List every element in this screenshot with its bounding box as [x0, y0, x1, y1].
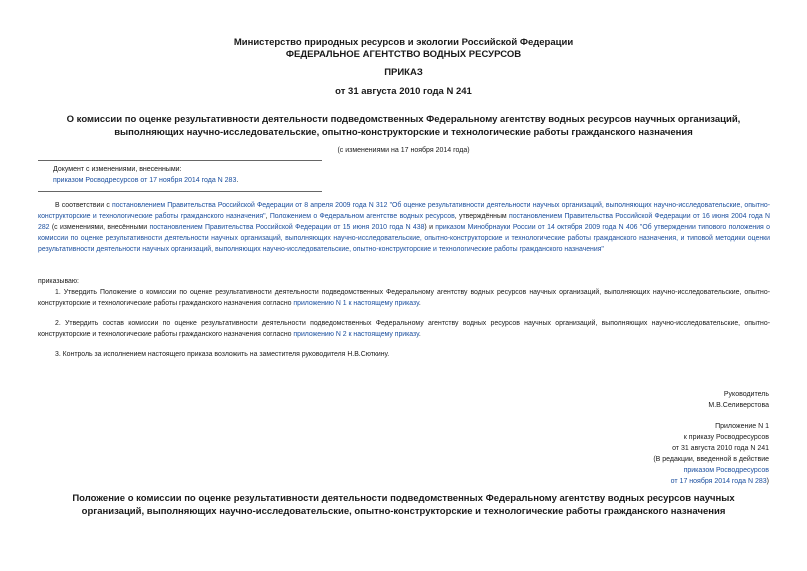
signature-block [708, 389, 769, 411]
link-polozhenie-agency[interactable]: Положением о Федеральном агентстве водных ресурсов [269, 213, 455, 220]
appendix-ref: к приказу Росводресурсов [683, 434, 769, 441]
document-type: ПРИКАЗ [384, 67, 423, 78]
order-item-2: 2. Утвердить состав комиссии по оценке результативности деятельности подведомственных Федеральному агентству водных ресурсов научных организаций, выполняющих научно-исследовательские, опытно-конструкторские и технологические работы гражданского назначения согласно приложению N 2 к настоящему приказу. [38, 320, 770, 338]
appendix-header: Приложение N 1 к приказу Росводресурсов от 31 августа 2010 года N 241 (В редакции, введенной в действие приказом Росводресурсов от 17 ноября 2014 года N 283) [653, 423, 769, 485]
signature-role: Руководитель [723, 391, 769, 398]
appendix-link-line1[interactable]: приказом Росводресурсов [683, 467, 769, 474]
link-appendix-2[interactable]: приложению N 2 к настоящему приказу [293, 331, 419, 338]
changes-line: приказом Росводресурсов от 17 ноября 2014 года N 283. [53, 177, 239, 184]
link-postanovlenie-312[interactable]: постановлением Правительства Российской Федерации от 8 апреля 2009 года N 312 "Об оценке результативности деятельности научных организаций, выполняющих научно-исследовательские, опытно-конструкторские и технологические работы гражданского назначения" [38, 202, 771, 220]
preamble-paragraph: В соответствии с постановлением Правительства Российской Федерации от 8 апреля 2009 года N 312 "Об оценке результативности деятельности научных организаций, выполняющих научно-исследовательские, опытно-конструкторские и технологические работы гражданского назначения", Положением о Федеральном агентстве водных ресурсов, утверждённым постановлением Правительства Российской Федерации от 16 июня 2004 года N 282 (с изменениями, внесёнными постановлением Правительства Российской Федерации от 15 июня 2010 года N 438) и приказом Минобрнауки России от 14 октября 2009 года N 406 "Об утверждении типового положения о комиссии по оценке результативности деятельности научных организаций, выполняющих научно-исследовательские, опытно-конструкторские и технологические работы гражданского назначения, и типовой методики оценки результативности деятельности научных организаций, выполняющих научно-исследовательские, опытно-конструкторские и технологические работы гражданского назначения" [38, 202, 771, 253]
appendix-link-line2[interactable]: от 17 ноября 2014 года N 283 [670, 478, 767, 485]
changes-link[interactable]: приказом Росводресурсов от 17 ноября 2014 года N 283 [53, 177, 237, 184]
document-header [0, 37, 807, 61]
appendix-edition-note: (В редакции, введенной в действие [653, 456, 769, 463]
document-title: О комиссии по оценке результативности деятельности подведомственных Федеральному агентству водных ресурсов научных организаций, выполняющих научно-исследовательские, опытно-конструкторские и технологические работы гражданского назначения [66, 114, 741, 138]
changes-box [53, 164, 238, 186]
link-postanovlenie-438[interactable]: постановлением Правительства Российской Федерации от 15 июня 2010 года N 438 [149, 224, 425, 231]
link-appendix-1[interactable]: приложению N 1 к настоящему приказу [293, 300, 419, 307]
signature-name: М.В.Селиверстова [708, 402, 769, 409]
order-word: приказываю: [38, 278, 79, 285]
link-postanovlenie-282[interactable]: постановлением Правительства Российской Федерации от 16 июня 2004 года N 282 [38, 213, 770, 231]
divider-top [38, 160, 322, 161]
changes-label: Документ с изменениями, внесенными: [53, 166, 182, 173]
divider-bottom [38, 191, 322, 192]
agency-name: ФЕДЕРАЛЬНОЕ АГЕНТСТВО ВОДНЫХ РЕСУРСОВ [285, 49, 522, 60]
link-prikaz-406[interactable]: приказом Минобрнауки России от 14 октября 2009 года N 406 "Об утверждении типового положения о комиссии по оценке результативности деятельности научных организаций, выполняющих научно-исследовательские, опытно-конструкторские и технологические работы гражданского назначения, и типовой методики оценки результативности деятельности научных организаций, выполняющих научно-исследовательские, опытно-конструкторские и технологические работы гражданского назначения" [38, 224, 770, 253]
order-item-3: 3. Контроль за исполнением настоящего приказа возложить на заместителя руководителя Н.В.Сюткину. [55, 351, 390, 358]
document-date: от 31 августа 2010 года N 241 [335, 86, 472, 97]
appendix-number: Приложение N 1 [715, 423, 769, 430]
appendix-title: Положение о комиссии по оценке результативности деятельности подведомственных Федеральному агентству водных ресурсов научных организаций, выполняющих научно-исследовательские, опытно-конструкторские и технологические работы гражданского назначения [72, 493, 735, 517]
ministry-name: Министерство природных ресурсов и экологии Российской Федерации [233, 37, 574, 48]
appendix-date: от 31 августа 2010 года N 241 [672, 445, 769, 452]
order-item-1: 1. Утвердить Положение о комиссии по оценке результативности деятельности подведомственных Федеральному агентству водных ресурсов научных организаций, выполняющих научно-исследовательские, опытно-конструкторские и технологические работы гражданского назначения согласно приложению N 1 к настоящему приказу. [38, 289, 770, 307]
edits-note: (с изменениями на 17 ноября 2014 года) [337, 147, 470, 154]
